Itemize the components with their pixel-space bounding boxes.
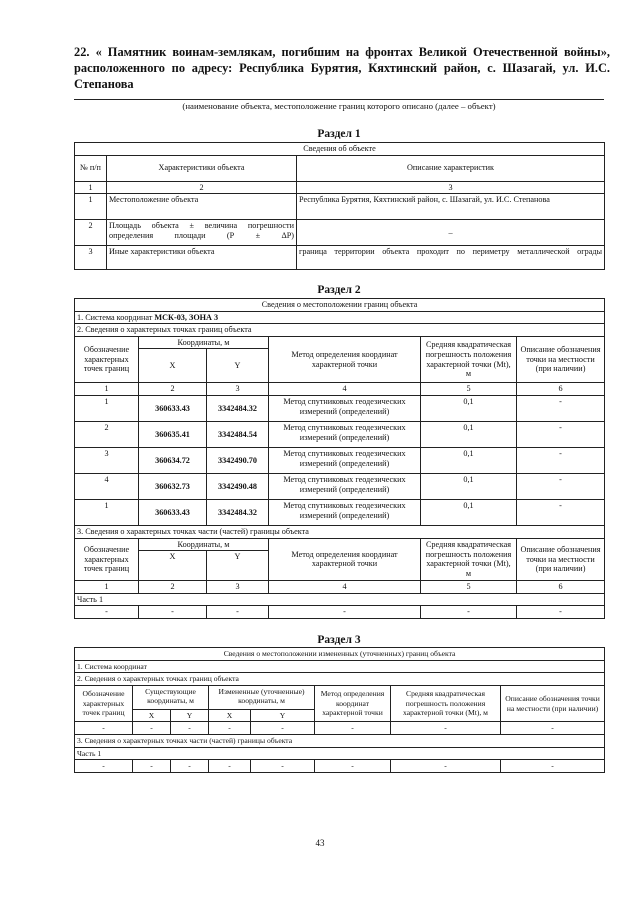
- parts-title: 3. Сведения о характерных точках части (частей) границы объекта: [75, 525, 605, 538]
- col-y-header: Y: [207, 349, 269, 383]
- empty-cell: -: [171, 722, 209, 735]
- col-method-header: Метод определения координат характерной точки: [315, 685, 391, 722]
- point-x: 360632.73: [139, 473, 207, 499]
- section1-table: [74, 142, 605, 270]
- col-method-header: Метод определения координат характерной точки: [269, 336, 421, 383]
- point-id: 3: [75, 447, 139, 473]
- section3-table: [74, 647, 605, 773]
- coordinate-system: [75, 311, 605, 324]
- section1-title: Раздел 1: [317, 128, 361, 140]
- parts-title: 3. Сведения о характерных точках части (частей) границы объекта: [75, 734, 605, 747]
- heading-rule: [74, 99, 604, 100]
- table-row: [75, 760, 605, 773]
- point-desc: -: [517, 395, 605, 421]
- col-error-header: Средняя квадратическая погрешность положения характерной точки (Mt), м: [391, 685, 501, 722]
- empty-cell: -: [391, 760, 501, 773]
- col-desc-header: Описание характеристик: [297, 155, 605, 181]
- table-row: [75, 722, 605, 735]
- points-title: 2. Сведения о характерных точках границ объекта: [75, 673, 605, 686]
- section3-header: Сведения о местоположении измененных (уточненных) границ объекта: [75, 648, 605, 661]
- section2-title: Раздел 2: [317, 284, 361, 296]
- empty-cell: -: [251, 722, 315, 735]
- empty-cell: -: [133, 722, 171, 735]
- index-cell: 2: [139, 383, 207, 396]
- object-title: « Памятник воинам-землякам, погибшим на фронтах Великой Отечественной войны», расположенного по адресу: Республика Бурятия, Кяхтинский район, с. Шазагай, ул. И.С. Степанова: [74, 45, 610, 91]
- point-mt: 0,1: [421, 421, 517, 447]
- point-mt: 0,1: [421, 499, 517, 525]
- table-row: [75, 421, 605, 447]
- point-y: 3342484.32: [207, 395, 269, 421]
- empty-cell: -: [315, 760, 391, 773]
- section2-table: [74, 298, 605, 619]
- point-method: Метод спутниковых геодезических измерений (определений): [269, 421, 421, 447]
- empty-cell: -: [75, 606, 139, 619]
- table-row: [75, 499, 605, 525]
- empty-cell: -: [75, 722, 133, 735]
- empty-cell: -: [209, 760, 251, 773]
- empty-cell: -: [517, 606, 605, 619]
- section1-header: Сведения об объекте: [75, 143, 605, 156]
- point-desc: -: [517, 421, 605, 447]
- col-error-header: Средняя квадратическая погрешность положения характерной точки (Mt), м: [421, 538, 517, 581]
- table-row: [75, 447, 605, 473]
- col-num-header: № п/п: [75, 155, 107, 181]
- empty-cell: -: [501, 760, 605, 773]
- col-error-header: Средняя квадратическая погрешность положения характерной точки (Mt), м: [421, 336, 517, 383]
- point-method: Метод спутниковых геодезических измерений (определений): [269, 447, 421, 473]
- col-designation-header: Обозначение характерных точек границ: [75, 685, 133, 722]
- col-desc-header: Описание обозначения точки на местности (при наличии): [517, 538, 605, 581]
- index-cell: 4: [269, 581, 421, 594]
- col-x-header: X: [209, 709, 251, 722]
- index-cell: 3: [207, 581, 269, 594]
- index-cell: 5: [421, 383, 517, 396]
- row-char: Иные характеристики объекта: [107, 246, 297, 270]
- empty-cell: -: [391, 722, 501, 735]
- point-y: 3342490.48: [207, 473, 269, 499]
- empty-cell: -: [133, 760, 171, 773]
- col-desc-header: Описание обозначения точки на местности (при наличии): [501, 685, 605, 722]
- index-cell: 1: [75, 181, 107, 194]
- empty-cell: -: [75, 760, 133, 773]
- part-label: Часть 1: [75, 747, 605, 760]
- point-mt: 0,1: [421, 395, 517, 421]
- empty-cell: -: [209, 722, 251, 735]
- table-row: [75, 246, 605, 270]
- object-heading: [74, 44, 610, 92]
- row-desc: –: [297, 220, 605, 246]
- point-y: 3342484.32: [207, 499, 269, 525]
- col-designation-header: Обозначение характерных точек границ: [75, 336, 139, 383]
- index-cell: 2: [139, 581, 207, 594]
- coordinate-system: 1. Система координат: [75, 660, 605, 673]
- empty-cell: -: [207, 606, 269, 619]
- empty-cell: -: [315, 722, 391, 735]
- section3-title: Раздел 3: [317, 634, 361, 646]
- point-x: 360633.43: [139, 499, 207, 525]
- index-cell: 3: [297, 181, 605, 194]
- point-y: 3342484.54: [207, 421, 269, 447]
- col-method-header: Метод определения координат характерной точки: [269, 538, 421, 581]
- coordinate-system-value: МСК-03, ЗОНА 3: [154, 312, 219, 322]
- col-x-header: X: [139, 349, 207, 383]
- points-title: 2. Сведения о характерных точках границ объекта: [75, 324, 605, 337]
- col-y-header: Y: [207, 551, 269, 581]
- coordinate-system-label: 1. Система координат: [77, 312, 155, 322]
- col-y-header: Y: [251, 709, 315, 722]
- index-cell: 6: [517, 383, 605, 396]
- empty-cell: -: [171, 760, 209, 773]
- object-caption: (наименование объекта, местоположение границ которого описано (далее – объект): [182, 101, 496, 111]
- table-row: [75, 606, 605, 619]
- point-desc: -: [517, 473, 605, 499]
- table-row: [75, 473, 605, 499]
- row-num: 3: [75, 246, 107, 270]
- empty-cell: -: [269, 606, 421, 619]
- col-coords-header: Координаты, м: [139, 538, 269, 551]
- row-char: Местоположение объекта: [107, 194, 297, 220]
- index-cell: 2: [107, 181, 297, 194]
- point-desc: -: [517, 447, 605, 473]
- page-number: 43: [315, 838, 325, 848]
- col-y-header: Y: [171, 709, 209, 722]
- point-desc: -: [517, 499, 605, 525]
- index-cell: 1: [75, 581, 139, 594]
- point-id: 1: [75, 395, 139, 421]
- table-row: [75, 220, 605, 246]
- point-method: Метод спутниковых геодезических измерений (определений): [269, 395, 421, 421]
- row-desc: граница территории объекта проходит по периметру металлической ограды: [297, 246, 605, 270]
- section2-header: Сведения о местоположении границ объекта: [75, 299, 605, 312]
- col-existing-header: Существующие координаты, м: [133, 685, 209, 709]
- point-x: 360634.72: [139, 447, 207, 473]
- table-row: [75, 395, 605, 421]
- index-cell: 6: [517, 581, 605, 594]
- empty-cell: -: [421, 606, 517, 619]
- point-y: 3342490.70: [207, 447, 269, 473]
- point-id: 4: [75, 473, 139, 499]
- empty-cell: -: [251, 760, 315, 773]
- object-number: 22.: [74, 45, 90, 59]
- point-id: 1: [75, 499, 139, 525]
- col-designation-header: Обозначение характерных точек границ: [75, 538, 139, 581]
- row-num: 1: [75, 194, 107, 220]
- row-char: Площадь объекта ± величина погрешности определения площади (Р ± ΔР): [107, 220, 297, 246]
- point-method: Метод спутниковых геодезических измерений (определений): [269, 473, 421, 499]
- col-changed-header: Измененные (уточненные) координаты, м: [209, 685, 315, 709]
- index-cell: 4: [269, 383, 421, 396]
- index-cell: 5: [421, 581, 517, 594]
- row-num: 2: [75, 220, 107, 246]
- col-desc-header: Описание обозначения точки на местности (при наличии): [517, 336, 605, 383]
- part-label: Часть 1: [75, 593, 605, 606]
- empty-cell: -: [501, 722, 605, 735]
- point-mt: 0,1: [421, 473, 517, 499]
- index-cell: 3: [207, 383, 269, 396]
- point-x: 360635.41: [139, 421, 207, 447]
- point-method: Метод спутниковых геодезических измерений (определений): [269, 499, 421, 525]
- index-cell: 1: [75, 383, 139, 396]
- col-char-header: Характеристики объекта: [107, 155, 297, 181]
- col-x-header: X: [133, 709, 171, 722]
- point-x: 360633.43: [139, 395, 207, 421]
- row-desc: Республика Бурятия, Кяхтинский район, с. Шазагай, ул. И.С. Степанова: [297, 194, 605, 220]
- empty-cell: -: [139, 606, 207, 619]
- col-coords-header: Координаты, м: [139, 336, 269, 349]
- point-mt: 0,1: [421, 447, 517, 473]
- point-id: 2: [75, 421, 139, 447]
- table-row: [75, 194, 605, 220]
- col-x-header: X: [139, 551, 207, 581]
